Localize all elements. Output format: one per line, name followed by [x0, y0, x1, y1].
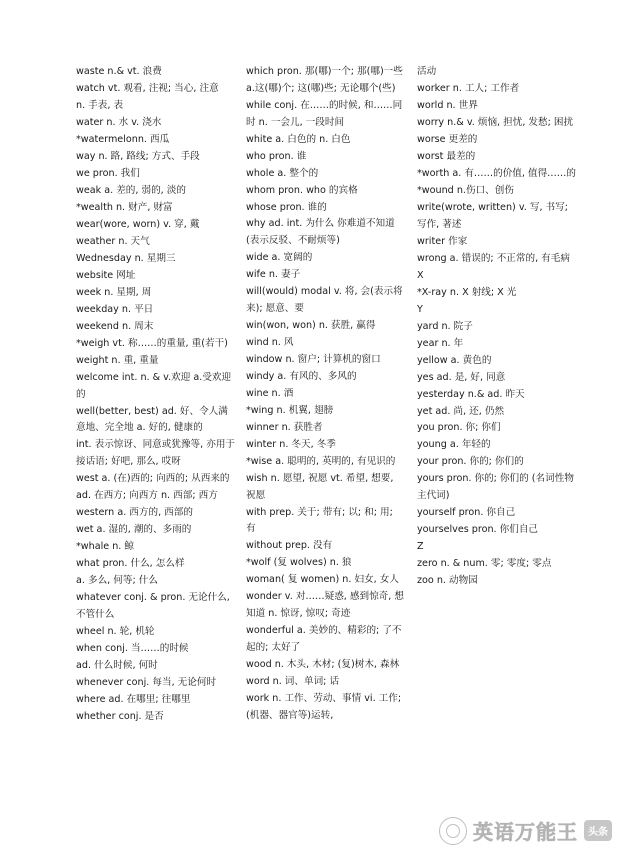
- vocab-entry: weight n. 重, 重量: [76, 354, 159, 366]
- vocab-entry: when conj. 当……的时候: [76, 642, 189, 654]
- vocab-entry: water n. 水 v. 浇水: [76, 116, 162, 128]
- vocab-entry: whole a. 整个的: [246, 167, 319, 179]
- vocab-entry: who pron. 谁: [246, 150, 307, 162]
- vocab-entry: yourselves pron. 你们自己: [417, 524, 539, 536]
- vocab-entry: why ad. int. 为什么 你难道不知道 (表示反驳、不耐烦等): [246, 218, 395, 247]
- vocab-entry: whose pron. 谁的: [246, 201, 327, 213]
- vocab-entry: website 网址: [76, 269, 136, 281]
- vocab-entry: writer 作家: [417, 235, 468, 247]
- vocab-entry: with prep. 关于; 带有; 以; 和; 用; 有: [246, 506, 393, 535]
- vocab-entry: winner n. 获胜者: [246, 421, 323, 433]
- vocab-entry: yet ad. 尚, 还, 仍然: [417, 405, 505, 417]
- vocab-entry: *whale n. 鲸: [76, 541, 134, 552]
- vocab-entry: word n. 词、单词; 话: [246, 675, 340, 687]
- vocab-entry: yourself pron. 你自己: [417, 507, 516, 519]
- vocab-entry: wrong a. 错误的; 不正常的, 有毛病: [417, 252, 570, 264]
- vocab-entry: woman( 复 women) n. 妇女, 女人: [246, 574, 399, 586]
- vocab-entry: win(won, won) n. 获胜, 赢得: [246, 320, 376, 332]
- vocab-entry: wife n. 妻子: [246, 269, 301, 281]
- vocab-entry: wonderful a. 美妙的、精彩的; 了不起的; 太好了: [246, 625, 402, 653]
- vocab-entry: worry n.& v. 烦恼, 担忧, 发愁; 困扰: [417, 116, 574, 128]
- vocab-entry: we pron. 我们: [76, 167, 140, 179]
- vocab-entry: whether conj. 是否: [76, 710, 164, 722]
- vocab-entry: *wise a. 聪明的, 英明的, 有见识的: [246, 455, 396, 467]
- vocab-entry: winter n. 冬天, 冬季: [246, 438, 336, 450]
- vocab-entry: well(better, best) ad. 好、令人满意地、完全地 a. 好的, 健康的: [76, 405, 228, 434]
- vocab-entry: whatever conj. & pron. 无论什么, 不管什么: [76, 591, 230, 620]
- vocab-entry: weak a. 差的, 弱的, 淡的: [76, 184, 186, 196]
- vocab-entry: wish n. 愿望, 祝愿 vt. 希望, 想要, 祝愿: [246, 472, 394, 501]
- vocab-entry: work n. 工作、劳动、事情 vi. 工作; (机器、器官等)运转,: [246, 692, 402, 721]
- vocab-entry: wonder v. 对……疑惑, 感到惊奇, 想知道 n. 惊讶, 惊叹; 奇迹: [246, 591, 404, 620]
- vocab-entry: window n. 窗户; 计算机的窗口: [246, 353, 381, 365]
- vocab-column-2: [246, 64, 404, 725]
- vocab-entry: yard n. 院子: [417, 320, 473, 332]
- vocab-entry: ad. 什么时候, 何时: [76, 659, 158, 671]
- vocab-column-1: [76, 64, 236, 726]
- vocab-entry: 活动: [417, 66, 437, 77]
- vocab-column-3: [417, 64, 577, 590]
- vocab-entry: windy a. 有风的、多风的: [246, 370, 357, 382]
- vocab-entry: *watermelonn. 西瓜: [76, 133, 170, 145]
- vocab-entry: worst 最差的: [417, 150, 476, 162]
- vocab-entry: wear(wore, worn) v. 穿, 戴: [76, 218, 200, 230]
- vocab-entry: year n. 年: [417, 337, 464, 349]
- watermark: [439, 816, 612, 845]
- vocab-entry: yours pron. 你的; 你们的 (名词性物主代词): [417, 473, 574, 502]
- vocab-entry: wood n. 木头, 木材; (复)树木, 森林: [246, 658, 400, 670]
- vocab-entry: which pron. 那(哪)一个; 那(哪)一些 a.这(哪)个; 这(哪)些; 无论哪个(些): [246, 66, 403, 94]
- vocab-entry: Z: [417, 541, 424, 553]
- vocab-entry: waste n.& vt. 浪费: [76, 66, 162, 77]
- vocab-entry: while conj. 在……的时候, 和……同时 n. 一会儿, 一段时间: [246, 99, 403, 128]
- vocab-entry: welcome int. n. & v.欢迎 a.受欢迎的: [76, 371, 232, 400]
- vocab-entry: *wolf (复 wolves) n. 狼: [246, 557, 352, 569]
- vocab-entry: weather n. 天气: [76, 235, 150, 247]
- vocab-entry: whom pron. who 的宾格: [246, 184, 358, 196]
- vocab-entry: worker n. 工人; 工作者: [417, 82, 520, 94]
- vocab-entry: west a. (在)西的; 向西的; 从西来的: [76, 473, 230, 485]
- vocab-entry: without prep. 没有: [246, 540, 333, 552]
- vocab-entry: week n. 星期, 周: [76, 286, 152, 298]
- vocab-entry: yesterday n.& ad. 昨天: [417, 388, 525, 400]
- vocab-entry: wheel n. 轮, 机轮: [76, 625, 155, 637]
- vocab-entry: what pron. 什么, 怎么样: [76, 557, 185, 569]
- watermark-logo-icon: [439, 817, 467, 845]
- vocab-entry: white a. 白色的 n. 白色: [246, 133, 351, 145]
- vocab-entry: n. 手表, 表: [76, 99, 124, 111]
- vocab-entry: zoo n. 动物园: [417, 575, 478, 587]
- vocab-entry: yes ad. 是, 好, 同意: [417, 371, 506, 383]
- vocab-entry: a. 多么, 何等; 什么: [76, 574, 158, 586]
- vocab-entry: wind n. 风: [246, 337, 294, 348]
- vocab-entry: way n. 路, 路线; 方式、手段: [76, 150, 200, 162]
- vocab-entry: young a. 年轻的: [417, 439, 491, 451]
- vocab-entry: weekday n. 平日: [76, 303, 154, 315]
- vocab-entry: watch vt. 观看, 注视; 当心, 注意: [76, 82, 219, 94]
- vocab-entry: Y: [417, 303, 423, 315]
- vocab-entry: *wealth n. 财产, 财富: [76, 201, 173, 213]
- vocab-entry: will(would) modal v. 将, 会(表示将来); 愿意、要: [246, 286, 403, 315]
- vocab-entry: write(wrote, written) v. 写, 书写; 写作, 著述: [417, 201, 568, 230]
- watermark-text: 英语万能王: [473, 820, 578, 844]
- vocab-entry: int. 表示惊讶、同意或犹豫等, 亦用于接话语; 好吧, 那么, 哎呀: [76, 439, 236, 468]
- vocab-entry: worse 更差的: [417, 133, 478, 145]
- vocab-entry: your pron. 你的; 你们的: [417, 456, 524, 468]
- vocab-entry: whenever conj. 每当, 无论何时: [76, 676, 217, 688]
- vocab-entry: *worth a. 有……的价值, 值得……的: [417, 167, 576, 179]
- vocab-entry: wine n. 酒: [246, 387, 294, 399]
- vocab-entry: *weigh vt. 称……的重量, 重(若干): [76, 337, 228, 349]
- vocab-entry: Wednesday n. 星期三: [76, 252, 176, 264]
- vocab-entry: wet a. 湿的, 潮的、多雨的: [76, 524, 192, 536]
- vocab-entry: where ad. 在哪里; 往哪里: [76, 693, 191, 705]
- vocab-entry: *wing n. 机翼, 翅膀: [246, 404, 334, 416]
- vocab-entry: world n. 世界: [417, 99, 478, 111]
- vocab-entry: you pron. 你; 你们: [417, 422, 501, 434]
- vocab-entry: zero n. & num. 零; 零度; 零点: [417, 558, 552, 570]
- vocab-entry: western a. 西方的, 西部的: [76, 507, 193, 519]
- vocab-entry: *X-ray n. X 射线; X 光: [417, 286, 517, 298]
- vocab-entry: wide a. 宽阔的: [246, 252, 313, 264]
- vocab-entry: ad. 在西方; 向西方 n. 西部; 西方: [76, 490, 218, 502]
- vocab-entry: weekend n. 周末: [76, 320, 154, 332]
- vocab-entry: *wound n.伤口、创伤: [417, 184, 514, 196]
- vocab-entry: X: [417, 269, 424, 281]
- watermark-badge: 头条: [584, 820, 612, 841]
- vocab-entry: yellow a. 黄色的: [417, 354, 492, 366]
